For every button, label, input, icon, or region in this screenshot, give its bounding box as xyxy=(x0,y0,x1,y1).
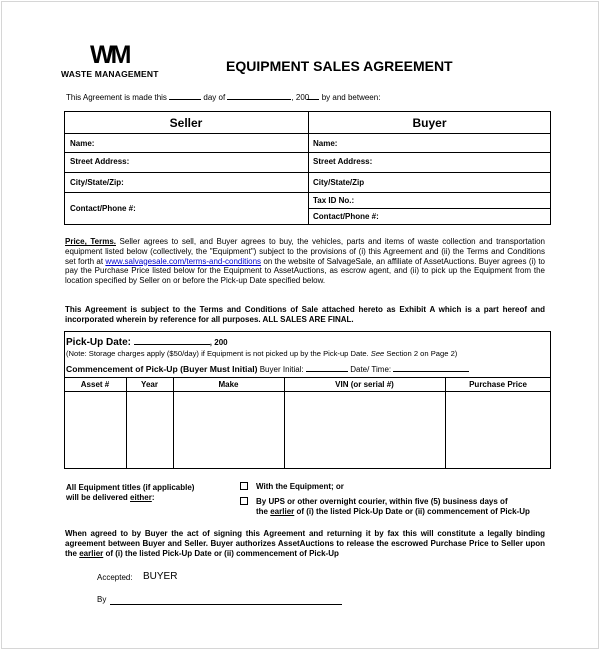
day-blank[interactable] xyxy=(169,91,201,100)
by-label: By xyxy=(97,595,107,604)
seller-header: Seller xyxy=(169,116,203,130)
storage-note xyxy=(66,349,457,358)
seller-contact-label: Contact/Phone #: xyxy=(70,204,136,213)
col-year: Year xyxy=(141,380,158,389)
terms-link[interactable]: www.salvagesale.com/terms-and-conditions xyxy=(105,256,262,266)
by-courier-line2: of (i) the listed Pick-Up Date or (ii) commencement of Pick-Up xyxy=(294,507,530,516)
by-courier-label xyxy=(256,497,546,517)
with-equipment-checkbox[interactable] xyxy=(240,482,248,490)
commencement-label: Commencement of Pick-Up (Buyer Must Initial) xyxy=(66,364,258,374)
storage-note-text: (Note: Storage charges apply ($50/day) if Equipment is not picked up by the Pick-up Date. xyxy=(66,349,371,358)
parties-row-line xyxy=(308,208,551,209)
date-time-blank[interactable] xyxy=(393,363,469,372)
accepted-label: Accepted: xyxy=(97,573,133,582)
parties-row-line xyxy=(64,192,551,193)
col-make: Make xyxy=(218,380,239,389)
col-purchase-price: Purchase Price xyxy=(469,380,527,389)
equipment-header-bottom-line xyxy=(64,391,551,392)
buyer-initial-label: Buyer Initial: xyxy=(259,365,304,374)
buyer-name-label: Name: xyxy=(313,139,338,148)
price-terms-heading: Price, Terms. xyxy=(65,237,116,246)
col-vin: VIN (or serial #) xyxy=(335,380,394,389)
with-equipment-label: With the Equipment; or xyxy=(256,482,344,491)
fax-clause-earlier: earlier xyxy=(79,548,104,558)
buyer-taxid-label: Tax ID No.: xyxy=(313,196,355,205)
by-courier-checkbox[interactable] xyxy=(240,497,248,505)
storage-note-ref: Section 2 on Page 2) xyxy=(384,349,458,358)
buyer-initial-blank[interactable] xyxy=(306,363,348,372)
price-terms-text-1: Seller agrees to sell, and Buyer agrees to buy, the vehicles, parts and items of waste collection and transportation equipment listed below (collectively, the "Equipment") subject to the provisions of (i) this Agreement and (ii) the Terms and Conditions set forth at xyxy=(65,237,545,266)
equipment-col-line xyxy=(284,377,285,469)
by-courier-line1: By UPS or other overnight courier, within five (5) business days of xyxy=(256,497,508,506)
subject-clause: This Agreement is subject to the Terms and Conditions of Sale attached hereto as Exhibit A which is a part hereof and incorporated wherein by reference for all purposes. ALL SALES ARE FINAL. xyxy=(65,305,545,324)
intro-text-1: This Agreement is made this xyxy=(66,93,167,102)
titles-label-either: either xyxy=(130,493,152,502)
fax-clause-text-2: of (i) the listed Pick-Up Date or (ii) commencement of Pick-Up xyxy=(103,548,339,558)
buyer-header: Buyer xyxy=(412,116,447,130)
equipment-header-top-line xyxy=(64,377,551,378)
buyer-contact-label: Contact/Phone #: xyxy=(313,212,379,221)
intro-text-2: day of xyxy=(203,93,226,102)
accepted-party: BUYER xyxy=(143,571,178,582)
titles-label-line1: All Equipment titles (if applicable) xyxy=(66,483,195,492)
wm-logo-text: WASTE MANAGEMENT xyxy=(61,69,159,79)
wm-logo-mark: WM xyxy=(90,41,129,69)
by-courier-the: the xyxy=(256,507,271,516)
parties-row-line xyxy=(64,133,551,134)
titles-label-colon: : xyxy=(151,493,155,502)
pickup-date-suffix: , 200 xyxy=(209,338,228,347)
pickup-date-blank[interactable] xyxy=(134,335,210,345)
commencement-row xyxy=(66,363,469,374)
fax-clause-text-1: When agreed to by Buyer the act of signing this Agreement and returning it by fax this will constitute a legally binding agreement between Buyer and Seller. Buyer authorizes AssetAuctions to release the escrowed Purchase Price to Seller upon the xyxy=(65,529,545,558)
by-courier-earlier: earlier xyxy=(270,507,295,516)
page-title: EQUIPMENT SALES AGREEMENT xyxy=(226,58,453,74)
parties-row-line xyxy=(64,172,551,173)
pickup-date-row xyxy=(66,335,228,348)
fax-clause xyxy=(65,529,545,558)
col-asset: Asset # xyxy=(80,380,110,389)
buyer-street-label: Street Address: xyxy=(313,157,373,166)
price-terms-paragraph xyxy=(65,237,545,286)
intro-text-3: , 200 xyxy=(291,93,310,102)
titles-label xyxy=(66,483,194,503)
price-terms-text-2: on the website of SalvageSale, an affiliate of AssetAuctions. Buyer agrees (i) to pay the Purchase Price listed below for the Equipment to AssetAuctions, as escrow agent, and (ii) to pick up the Equipment from the location specified by Seller on or before the Pick-up Date specified below. xyxy=(65,256,545,286)
storage-note-see: See xyxy=(370,349,385,358)
month-blank[interactable] xyxy=(227,91,291,100)
intro-line xyxy=(66,91,380,103)
year-blank[interactable] xyxy=(307,91,319,100)
date-time-label: Date/ Time: xyxy=(350,365,392,374)
seller-street-label: Street Address: xyxy=(70,157,130,166)
equipment-col-line xyxy=(173,377,174,469)
equipment-col-line xyxy=(445,377,446,469)
titles-label-line2: will be delivered xyxy=(66,493,131,502)
buyer-city-label: City/State/Zip xyxy=(313,178,365,187)
pickup-date-label: Pick-Up Date: xyxy=(66,337,132,348)
equipment-col-line xyxy=(126,377,127,469)
signature-line[interactable] xyxy=(110,604,342,605)
intro-text-4: by and between: xyxy=(321,93,381,102)
seller-name-label: Name: xyxy=(70,139,95,148)
parties-row-line xyxy=(64,152,551,153)
seller-city-label: City/State/Zip: xyxy=(70,178,124,187)
